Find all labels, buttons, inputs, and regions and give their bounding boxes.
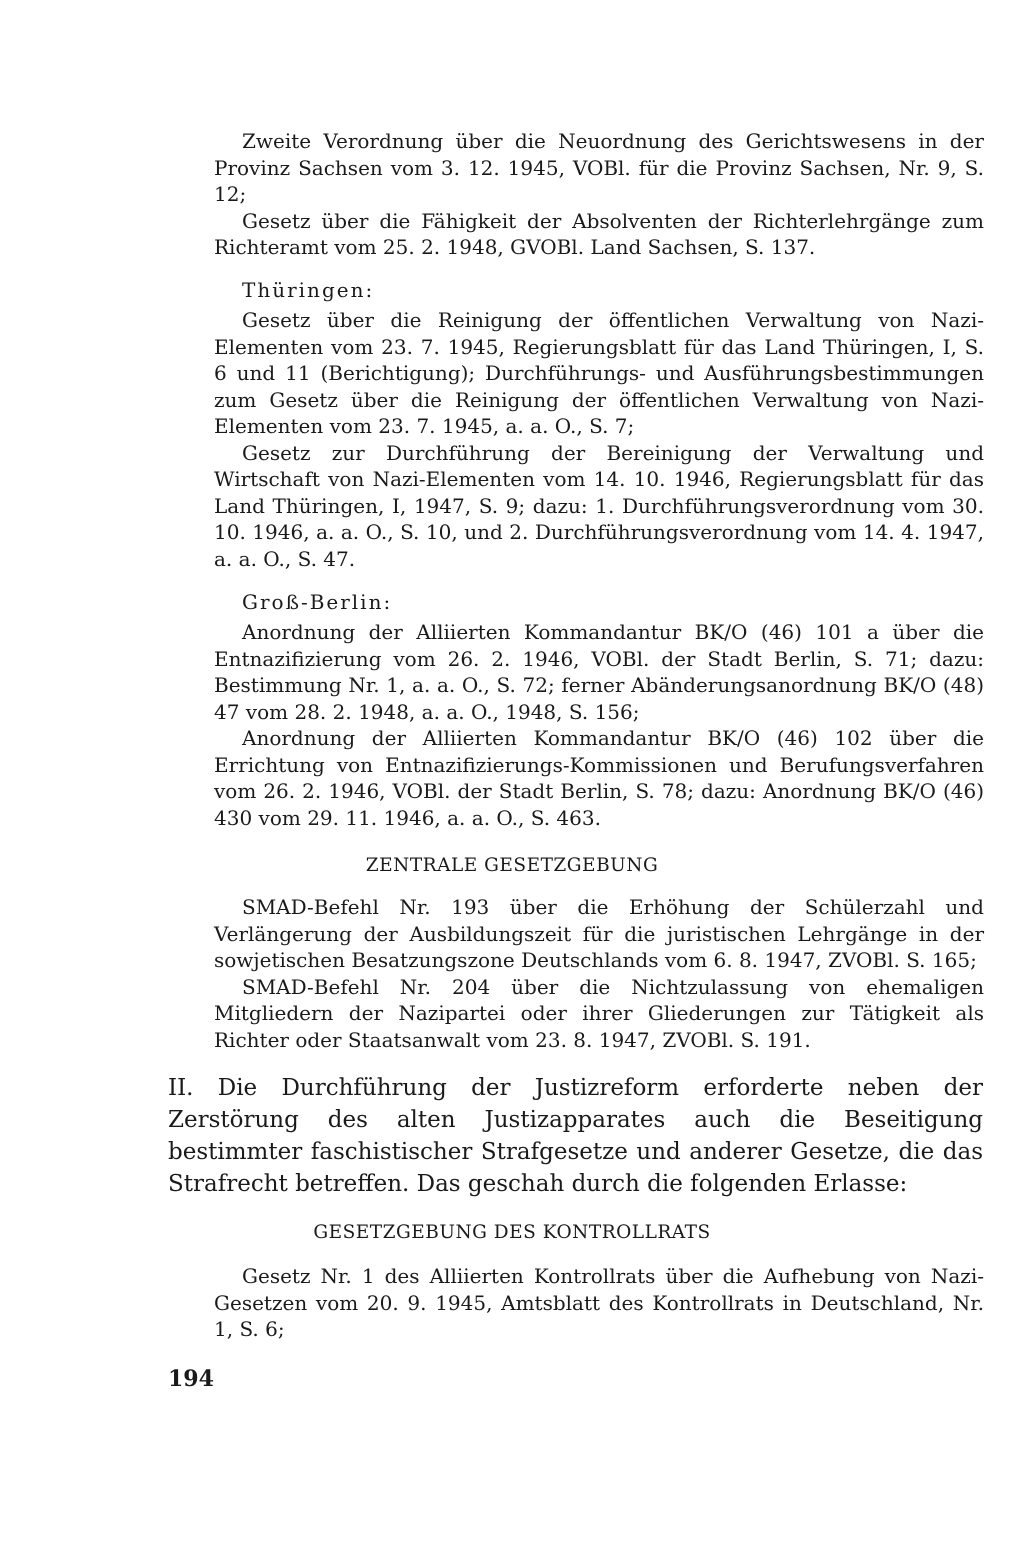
zentrale-item-1: SMAD-Befehl Nr. 193 über die Erhöhung der Schülerzahl und Verlängerung der Ausbildungszeit für die juristischen Lehrgänge in der sowjetischen Besatzungszone Deutschlands vom 6. 8. 1947, ZVOBl. S. 165; (214, 895, 984, 972)
kontrollrat-item-1: Gesetz Nr. 1 des Alliierten Kontrollrats über die Aufhebung von Nazi-Gesetzen vom 20. 9. 1945, Amtsblatt des Kontrollrats in Deutschland, Nr. 1, S. 6; (214, 1264, 984, 1341)
region-title-thueringen: Thüringen: (242, 278, 375, 302)
sachsen-item-2: Gesetz über die Fähigkeit der Absolventen der Richterlehrgänge zum Richteramt vom 25. 2. 1948, GVOBl. Land Sachsen, S. 137. (214, 208, 984, 259)
sachsen-item-1: Zweite Verordnung über die Neuordnung des Gerichtswesens in der Provinz Sachsen vom 3. 12. 1945, VOBl. für die Provinz Sachsen, Nr. 9, S. 12; (214, 129, 984, 206)
region-title-gross-berlin: Groß-Berlin: (242, 590, 393, 614)
section-ii-paragraph: II. Die Durchführung der Justizreform erforderte neben der Zerstörung des alten Justizapparates auch die Beseitigung bestimmter faschistischer Strafgesetze und anderer Gesetze, die das Strafrecht betreffen. Das geschah durch die folgenden Erlasse: (168, 1075, 983, 1197)
thueringen-item-1: Gesetz über die Reinigung der öffentlichen Verwaltung von Nazi-Elementen vom 23. 7. 1945, Regierungsblatt für das Land Thüringen, I, S. 6 und 11 (Berichtigung); Durchführungs- und Ausführungsbestimmungen zum Gesetz über die Reinigung der öffentlichen Verwaltung von Nazi-Elementen vom 23. 7. 1945, a. a. O., S. 7; (214, 308, 984, 438)
zentrale-section (214, 894, 984, 1053)
gross-berlin-item-1: Anordnung der Alliierten Kommandantur BK/O (46) 101 a über die Entnazifizierung vom 26. 2. 1946, VOBl. der Stadt Berlin, S. 71; dazu: Bestimmung Nr. 1, a. a. O., S. 72; ferner Abänderungsanordnung BK/O (48) 47 vom 28. 2. 1948, a. a. O., 1948, S. 156; (214, 620, 984, 724)
zentrale-item-2: SMAD-Befehl Nr. 204 über die Nichtzulassung von ehemaligen Mitgliedern der Nazipartei oder ihrer Gliederungen zur Tätigkeit als Richter oder Staatsanwalt vom 23. 8. 1947, ZVOBl. S. 191. (214, 974, 984, 1052)
page-number: 194 (168, 1366, 214, 1392)
thueringen-section (214, 307, 984, 572)
kontrollrat-section (214, 1263, 984, 1343)
heading-gesetzgebung-des-kontrollrats: GESETZGEBUNG DES KONTROLLRATS (313, 1222, 711, 1243)
sachsen-section (214, 128, 984, 261)
thueringen-item-2: Gesetz zur Durchführung der Bereinigung der Verwaltung und Wirtschaft von Nazi-Elementen vom 14. 10. 1946, Regierungsblatt für das Land Thüringen, I, 1947, S. 9; dazu: 1. Durchführungsverordnung vom 30. 10. 1946, a. a. O., S. 10, und 2. Durchführungsverordnung vom 14. 4. 1947, a. a. O., S. 47. (214, 440, 984, 571)
heading-zentrale-gesetzgebung: ZENTRALE GESETZGEBUNG (365, 855, 659, 876)
gross-berlin-section (214, 619, 984, 831)
gross-berlin-item-2: Anordnung der Alliierten Kommandantur BK/O (46) 102 über die Errichtung von Entnazifizierungs-Kommissionen und Berufungsverfahren vom 26. 2. 1946, VOBl. der Stadt Berlin, S. 78; dazu: Anordnung BK/O (46) 430 vom 29. 11. 1946, a. a. O., S. 463. (214, 726, 984, 830)
